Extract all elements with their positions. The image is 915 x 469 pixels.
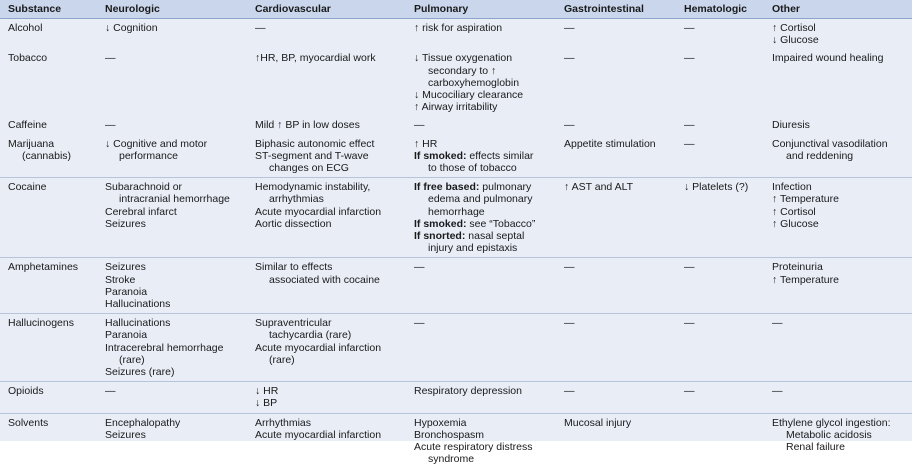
- cell-gastrointestinal: [556, 178, 676, 258]
- cell-substance: [0, 413, 97, 468]
- cell-gastrointestinal: [556, 382, 676, 413]
- table-header-row: [0, 0, 912, 19]
- cell-cardiovascular: [247, 135, 406, 178]
- neurologic-effect: —: [105, 119, 116, 132]
- cardiovascular-effect: Biphasic autonomic effect: [255, 137, 375, 150]
- cell-other: [764, 178, 912, 258]
- neurologic-effect: ↓ Cognition: [105, 22, 158, 34]
- cell-hematologic: [676, 314, 764, 382]
- neurologic-effect: ↓ Cognitive and motor: [105, 137, 208, 150]
- hematologic-effect: —: [684, 137, 695, 150]
- other-effect: ↑ Cortisol: [772, 205, 816, 218]
- route-qualifier: If smoked:: [414, 149, 467, 162]
- cell-substance: [0, 382, 97, 413]
- cell-neurologic: [97, 413, 247, 468]
- cardiovascular-effect: Acute myocardial infarction: [255, 205, 382, 218]
- hematologic-effect: —: [684, 385, 695, 398]
- pulmonary-effect: hemorrhage: [428, 205, 485, 218]
- cell-hematologic: [676, 413, 764, 468]
- neurologic-effect: Seizures: [105, 217, 146, 230]
- cell-other: [764, 382, 912, 413]
- pulmonary-effect: [414, 218, 553, 230]
- cardiovascular-effect: Similar to effects: [255, 261, 333, 274]
- cardiovascular-effect: —: [255, 22, 266, 34]
- cell-gastrointestinal: [556, 314, 676, 382]
- gastrointestinal-effect: Mucosal injury: [564, 416, 632, 429]
- cell-hematologic: [676, 178, 764, 258]
- substance-name: Amphetamines: [8, 261, 79, 274]
- cell-cardiovascular: [247, 413, 406, 468]
- cell-hematologic: [676, 258, 764, 314]
- cell-gastrointestinal: [556, 49, 676, 116]
- neurologic-effect: —: [105, 52, 116, 65]
- cell-neurologic: [97, 178, 247, 258]
- other-effect: and reddening: [786, 149, 854, 162]
- neurologic-effect: Stroke: [105, 273, 136, 286]
- effect-text: effects similar: [466, 149, 534, 162]
- pulmonary-effect: syndrome: [428, 453, 475, 466]
- cell-pulmonary: [406, 258, 556, 314]
- neurologic-effect: Subarachnoid or: [105, 181, 183, 194]
- route-qualifier: If snorted:: [414, 230, 466, 243]
- table-row: [0, 116, 912, 134]
- other-effect: Ethylene glycol ingestion:: [772, 416, 891, 429]
- pulmonary-effect: —: [414, 261, 425, 274]
- cell-cardiovascular: [247, 314, 406, 382]
- pulmonary-effect: to those of tobacco: [428, 162, 517, 175]
- cell-substance: [0, 135, 97, 178]
- cell-gastrointestinal: [556, 258, 676, 314]
- cardiovascular-effect: Aortic dissection: [255, 217, 332, 230]
- neurologic-effect: Seizures: [105, 261, 146, 274]
- cell-pulmonary: [406, 314, 556, 382]
- cell-gastrointestinal: [556, 413, 676, 468]
- gastrointestinal-effect: —: [564, 317, 575, 330]
- cell-neurologic: [97, 49, 247, 116]
- cell-substance: [0, 19, 97, 50]
- cell-neurologic: [97, 314, 247, 382]
- neurologic-effect: Encephalopathy: [105, 416, 181, 429]
- cell-pulmonary: [406, 178, 556, 258]
- other-effect: Metabolic acidosis: [786, 428, 872, 441]
- other-effect: Infection: [772, 181, 812, 194]
- neurologic-effect: Paranoia: [105, 329, 148, 342]
- cell-pulmonary: [406, 19, 556, 50]
- cell-pulmonary: [406, 135, 556, 178]
- substance-name: Alcohol: [8, 22, 43, 34]
- gastrointestinal-effect: —: [564, 385, 575, 398]
- pulmonary-effect: ↑ HR: [414, 137, 438, 150]
- header-cardiovascular: Cardiovascular: [247, 0, 406, 19]
- cardiovascular-effect: ST-segment and T-wave: [255, 149, 369, 162]
- substance-name: Hallucinogens: [8, 317, 74, 330]
- neurologic-effect: Intracerebral hemorrhage: [105, 341, 224, 354]
- table-row: [0, 258, 912, 314]
- cardiovascular-effect: tachycardia (rare): [269, 329, 352, 342]
- cardiovascular-effect: Hemodynamic instability,: [255, 181, 371, 194]
- other-effect: —: [772, 317, 783, 330]
- table-row: [0, 413, 912, 468]
- gastrointestinal-effect: —: [564, 22, 575, 34]
- neurologic-effect: (rare): [119, 353, 145, 366]
- hematologic-effect: ↓ Platelets (?): [684, 181, 749, 194]
- other-effect: ↑ Temperature: [772, 273, 839, 286]
- header-pulmonary: Pulmonary: [406, 0, 556, 19]
- cardiovascular-effect: Acute myocardial infarction: [255, 428, 382, 441]
- substance-name: Marijuana: [8, 137, 55, 150]
- header-other: Other: [764, 0, 912, 19]
- gastrointestinal-effect: —: [564, 261, 575, 274]
- other-effect: ↓ Glucose: [772, 34, 819, 47]
- cell-hematologic: [676, 135, 764, 178]
- cardiovascular-effect: Supraventricular: [255, 317, 332, 330]
- cell-cardiovascular: [247, 19, 406, 50]
- cell-hematologic: [676, 19, 764, 50]
- pulmonary-effect: ↓ Mucociliary clearance: [414, 89, 524, 102]
- pulmonary-effect: Bronchospasm: [414, 428, 485, 441]
- pulmonary-effect: Hypoxemia: [414, 416, 467, 429]
- cell-other: [764, 135, 912, 178]
- route-qualifier: If smoked:: [414, 217, 467, 230]
- pulmonary-effect: Acute respiratory distress: [414, 441, 533, 454]
- pulmonary-effect: —: [414, 317, 425, 330]
- cell-other: [764, 116, 912, 134]
- table-row: [0, 382, 912, 413]
- cell-cardiovascular: [247, 382, 406, 413]
- gastrointestinal-effect: —: [564, 119, 575, 132]
- cell-hematologic: [676, 116, 764, 134]
- substance-name: Opioids: [8, 385, 44, 398]
- other-effect: Diuresis: [772, 119, 810, 132]
- hematologic-effect: —: [684, 52, 695, 65]
- cell-cardiovascular: [247, 49, 406, 116]
- neurologic-effect: Paranoia: [105, 285, 148, 298]
- other-effect: ↑ Temperature: [772, 193, 839, 206]
- hematologic-effect: —: [684, 22, 695, 34]
- route-qualifier: If free based:: [414, 181, 480, 194]
- header-substance: Substance: [0, 0, 97, 19]
- other-effect: ↑ Cortisol: [772, 22, 816, 34]
- cardiovascular-effect: Mild ↑ BP in low doses: [255, 119, 360, 132]
- cell-neurologic: [97, 116, 247, 134]
- neurologic-effect: performance: [119, 149, 178, 162]
- neurologic-effect: Cerebral infarct: [105, 205, 177, 218]
- cardiovascular-effect: (rare): [269, 353, 295, 366]
- cardiovascular-effect: associated with cocaine: [269, 273, 380, 286]
- substance-name: Caffeine: [8, 119, 47, 132]
- cell-substance: [0, 314, 97, 382]
- substance-name: Cocaine: [8, 181, 47, 194]
- cell-neurologic: [97, 382, 247, 413]
- other-effect: Proteinuria: [772, 261, 823, 274]
- neurologic-effect: —: [105, 385, 116, 398]
- cardiovascular-effect: ↓ BP: [255, 397, 278, 410]
- cell-cardiovascular: [247, 116, 406, 134]
- cell-substance: [0, 49, 97, 116]
- cell-substance: [0, 178, 97, 258]
- pulmonary-effect: —: [414, 119, 425, 132]
- cardiovascular-effect: ↓ HR: [255, 385, 279, 398]
- pulmonary-effect: ↑ risk for aspiration: [414, 22, 503, 34]
- hematologic-effect: —: [684, 261, 695, 274]
- pulmonary-effect: [414, 181, 553, 193]
- cell-substance: [0, 258, 97, 314]
- cell-gastrointestinal: [556, 116, 676, 134]
- gastrointestinal-effect: —: [564, 52, 575, 65]
- cell-other: [764, 49, 912, 116]
- table-row: [0, 49, 912, 116]
- other-effect: Conjunctival vasodilation: [772, 137, 888, 150]
- table-row: [0, 135, 912, 178]
- pulmonary-effect: [414, 230, 553, 242]
- neurologic-effect: Seizures: [105, 428, 146, 441]
- effect-text: nasal septal: [465, 230, 525, 243]
- header-neurologic: Neurologic: [97, 0, 247, 19]
- cell-substance: [0, 116, 97, 134]
- cardiovascular-effect: changes on ECG: [269, 162, 349, 175]
- cell-pulmonary: [406, 413, 556, 468]
- cell-pulmonary: [406, 382, 556, 413]
- effect-text: see “Tobacco”: [466, 217, 536, 230]
- pulmonary-effect: [414, 150, 553, 162]
- gastrointestinal-effect: ↑ AST and ALT: [564, 181, 634, 194]
- neurologic-effect: intracranial hemorrhage: [119, 193, 230, 206]
- cell-neurologic: [97, 135, 247, 178]
- cell-cardiovascular: [247, 258, 406, 314]
- cell-gastrointestinal: [556, 135, 676, 178]
- cardiovascular-effect: arrhythmias: [269, 193, 324, 206]
- cell-hematologic: [676, 382, 764, 413]
- cell-neurologic: [97, 258, 247, 314]
- pulmonary-effect: carboxyhemoglobin: [428, 76, 520, 89]
- header-gastrointestinal: Gastrointestinal: [556, 0, 676, 19]
- table-row: [0, 314, 912, 382]
- other-effect: Renal failure: [786, 441, 845, 454]
- neurologic-effect: Hallucinations: [105, 298, 171, 311]
- hematologic-effect: —: [684, 119, 695, 132]
- cell-other: [764, 19, 912, 50]
- table-body: [0, 19, 912, 469]
- substance-name: (cannabis): [22, 149, 72, 162]
- effect-text: pulmonary: [479, 181, 532, 194]
- hematologic-effect: —: [684, 317, 695, 330]
- other-effect: Impaired wound healing: [772, 52, 884, 65]
- cardiovascular-effect: ↑HR, BP, myocardial work: [255, 52, 376, 65]
- cell-pulmonary: [406, 116, 556, 134]
- other-effect: ↑ Glucose: [772, 217, 819, 230]
- cell-pulmonary: [406, 49, 556, 116]
- cardiovascular-effect: Acute myocardial infarction: [255, 341, 382, 354]
- cell-neurologic: [97, 19, 247, 50]
- table-row: [0, 19, 912, 50]
- table-row: [0, 178, 912, 258]
- pulmonary-effect: ↑ Airway irritability: [414, 101, 498, 114]
- substance-name: Tobacco: [8, 52, 48, 65]
- cell-other: [764, 314, 912, 382]
- cardiovascular-effect: Arrhythmias: [255, 416, 312, 429]
- pulmonary-effect: Respiratory depression: [414, 385, 522, 398]
- cell-other: [764, 258, 912, 314]
- neurologic-effect: Seizures (rare): [105, 366, 175, 379]
- other-effect: —: [772, 385, 783, 398]
- cell-cardiovascular: [247, 178, 406, 258]
- gastrointestinal-effect: Appetite stimulation: [564, 137, 656, 150]
- pulmonary-effect: injury and epistaxis: [428, 242, 518, 255]
- cell-hematologic: [676, 49, 764, 116]
- substance-name: Solvents: [8, 416, 49, 429]
- cell-other: [764, 413, 912, 468]
- cell-gastrointestinal: [556, 19, 676, 50]
- pulmonary-effect: ↓ Tissue oxygenation: [414, 52, 513, 65]
- neurologic-effect: Hallucinations: [105, 317, 171, 330]
- header-hematologic: Hematologic: [676, 0, 764, 19]
- pulmonary-effect: edema and pulmonary: [428, 193, 533, 206]
- pulmonary-effect: secondary to ↑: [428, 64, 497, 77]
